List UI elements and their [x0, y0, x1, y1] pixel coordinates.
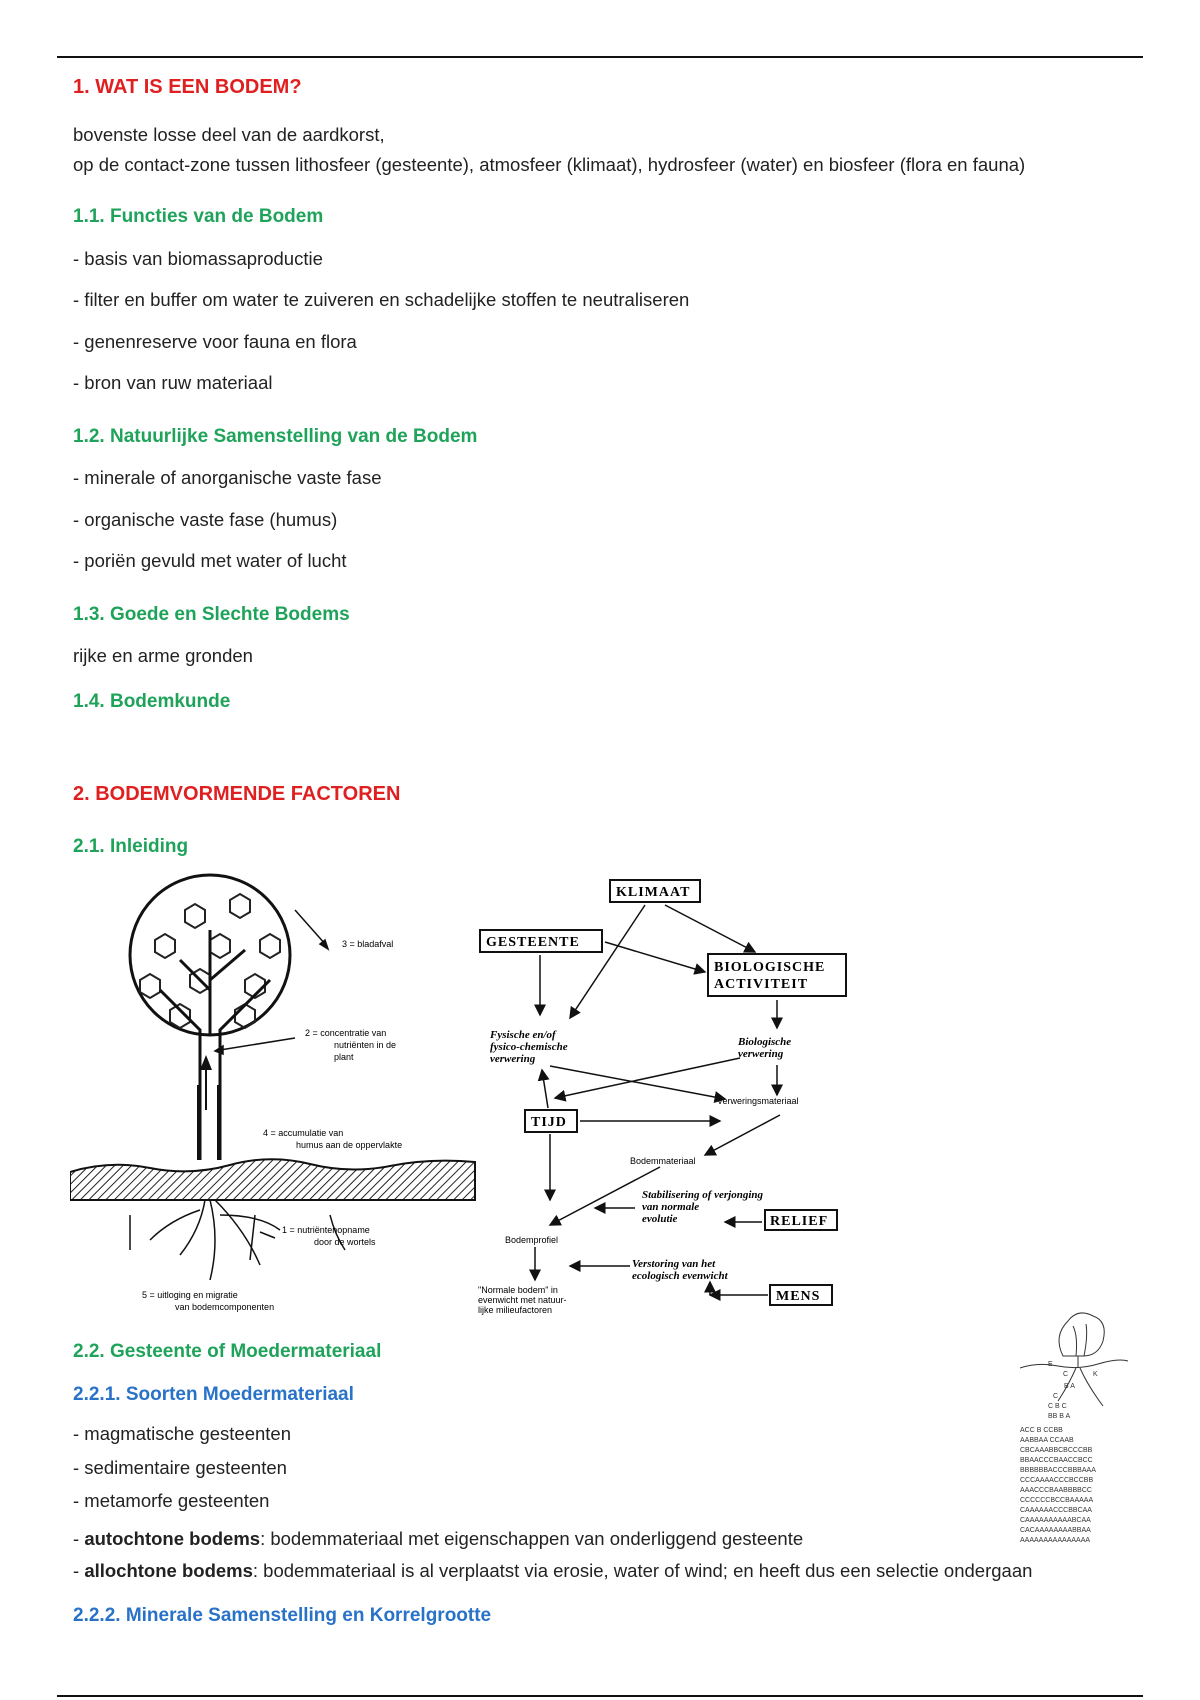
biologische-verwering-1: Biologische [738, 1036, 792, 1048]
profile-row: CACAAAAAAAABBAA [1020, 1527, 1091, 1534]
activiteit-label: ACTIVITEIT [714, 977, 809, 992]
label-nutrientenopname-1: 1 = nutriëntenopname [282, 1225, 370, 1235]
section-1-1-title: 1.1. Functies van de Bodem [73, 206, 324, 227]
label-bladafval: 3 = bladafval [342, 939, 394, 949]
svg-text:K: K [1093, 1371, 1098, 1378]
profile-row: AABBAA CCAAB [1020, 1437, 1074, 1444]
profile-row: CBCAAABBCBCCCBB [1020, 1447, 1093, 1454]
svg-text:C B C: C B C [1048, 1403, 1067, 1410]
relief-label: RELIEF [770, 1214, 829, 1229]
svg-text:C: C [1053, 1393, 1059, 1400]
profile-row: BBAACCCBAACCBCC [1020, 1457, 1093, 1464]
label-concentratie-1: 2 = concentratie van [305, 1028, 387, 1038]
verstoring-2: ecologisch evenwicht [632, 1270, 728, 1282]
label-concentratie-3: plant [334, 1052, 354, 1062]
section-1-title: 1. WAT IS EEN BODEM? [73, 76, 302, 98]
function-item: - bron van ruw materiaal [73, 372, 273, 393]
gesteente-label: GESTEENTE [486, 935, 580, 950]
mens-label: MENS [776, 1289, 821, 1304]
composition-item: - poriën gevuld met water of lucht [73, 550, 347, 571]
profile-row: AAAAAAAAAAAAAAA [1020, 1537, 1091, 1544]
section-1-3-text: rijke en arme gronden [73, 645, 253, 666]
svg-text:E: E [1048, 1361, 1053, 1368]
section-1-text-2: op de contact-zone tussen lithosfeer (gesteente), atmosfeer (klimaat), hydrosfeer (water) en biosfeer (flora en fauna) [73, 154, 1026, 175]
fysische-label-1: Fysische en/of [490, 1029, 556, 1041]
bottom-rule [57, 1695, 1143, 1697]
label-accumulatie-2: humus aan de oppervlakte [296, 1140, 403, 1150]
stabilisering-1: Stabilisering of verjonging [642, 1189, 764, 1201]
section-2-2-1-title: 2.2.1. Soorten Moedermateriaal [73, 1384, 354, 1405]
soil-formation-flow-diagram [470, 870, 870, 1325]
label-nutrientenopname-2: door de wortels [314, 1237, 376, 1247]
section-1-text-1: bovenste losse deel van de aardkorst, [73, 124, 385, 145]
function-item: - genenreserve voor fauna en flora [73, 331, 357, 352]
top-rule [57, 56, 1143, 58]
tijd-label: TIJD [531, 1115, 567, 1130]
label-concentratie-2: nutriënten in de [334, 1040, 397, 1050]
profile-row: BBBBBBACCCBBBAAA [1020, 1467, 1096, 1474]
function-item: - basis van biomassaproductie [73, 248, 323, 269]
autochtone-text: : bodemmateriaal met eigenschappen van onderliggend gesteente [260, 1528, 804, 1549]
soil-profile-figure [1018, 1306, 1130, 1552]
profile-row: ACC B CCBB [1020, 1427, 1063, 1434]
section-1-3-title: 1.3. Goede en Slechte Bodems [73, 604, 350, 625]
section-2-2-title: 2.2. Gesteente of Moedermateriaal [73, 1341, 382, 1362]
profile-row: CCCCCCBCCBAAAAA [1020, 1497, 1094, 1504]
section-2-title: 2. BODEMVORMENDE FACTOREN [73, 783, 401, 805]
biologische-verwering-2: verwering [738, 1048, 784, 1060]
svg-text:C: C [1063, 1371, 1069, 1378]
stabilisering-3: evolutie [642, 1213, 678, 1225]
stabilisering-2: van normale [642, 1201, 700, 1213]
autochtone-definition: - autochtone bodems: bodemmateriaal met eigenschappen van onderliggend gesteente [73, 1528, 804, 1549]
parent-material-item: - metamorfe gesteenten [73, 1490, 270, 1511]
section-1-2-title: 1.2. Natuurlijke Samenstelling van de Bodem [73, 426, 478, 447]
composition-item: - organische vaste fase (humus) [73, 509, 338, 530]
allochtone-text: : bodemmateriaal is al verplaatst via erosie, water of wind; en heeft dus een selectie ondergaan [252, 1560, 1033, 1581]
label-uitloging-1: 5 = uitloging en migratie [142, 1290, 238, 1300]
normale-bodem-2: evenwicht met natuur- [478, 1295, 567, 1305]
allochtone-term: allochtone bodems [84, 1560, 253, 1581]
profile-row: AAACCCBAABBBBCC [1020, 1487, 1092, 1494]
bodemprofiel-label: Bodemprofiel [505, 1235, 559, 1245]
svg-text:BB B A: BB B A [1048, 1413, 1071, 1420]
svg-text:B A: B A [1064, 1383, 1075, 1390]
profile-row: CAAAAAAAAAABCAA [1020, 1517, 1091, 1524]
bodemmateriaal-label: Bodemmateriaal [630, 1156, 696, 1166]
normale-bodem-3: lijke milieufactoren [478, 1305, 553, 1315]
fysische-label-3: verwering [490, 1053, 536, 1065]
profile-row: CCCAAAACCCBCCBB [1020, 1477, 1094, 1484]
label-accumulatie-1: 4 = accumulatie van [263, 1128, 344, 1138]
parent-material-item: - magmatische gesteenten [73, 1423, 292, 1444]
soil-tree-figure [70, 870, 480, 1320]
fysische-label-2: fysico-chemische [490, 1041, 568, 1053]
biologische-label: BIOLOGISCHE [714, 960, 826, 975]
verweringsmateriaal-label: Verweringsmateriaal [717, 1096, 799, 1106]
section-1-4-title: 1.4. Bodemkunde [73, 691, 231, 712]
section-2-2-2-title: 2.2.2. Minerale Samenstelling en Korrelgrootte [73, 1605, 492, 1626]
section-2-1-title: 2.1. Inleiding [73, 836, 189, 857]
allochtone-definition: - allochtone bodems: bodemmateriaal is al verplaatst via erosie, water of wind; en heeft dus een selectie ondergaan [73, 1560, 1033, 1581]
label-uitloging-2: van bodemcomponenten [175, 1302, 275, 1312]
autochtone-term: autochtone bodems [84, 1528, 261, 1549]
soil-surface [70, 1159, 475, 1200]
function-item: - filter en buffer om water te zuiveren en schadelijke stoffen te neutraliseren [73, 289, 690, 310]
profile-row: CAAAAAACCCBBCAA [1020, 1507, 1092, 1514]
verstoring-1: Verstoring van het [632, 1258, 716, 1270]
normale-bodem-1: "Normale bodem" in [478, 1285, 558, 1295]
composition-item: - minerale of anorganische vaste fase [73, 467, 382, 488]
klimaat-label: KLIMAAT [616, 885, 691, 900]
parent-material-item: - sedimentaire gesteenten [73, 1457, 287, 1478]
